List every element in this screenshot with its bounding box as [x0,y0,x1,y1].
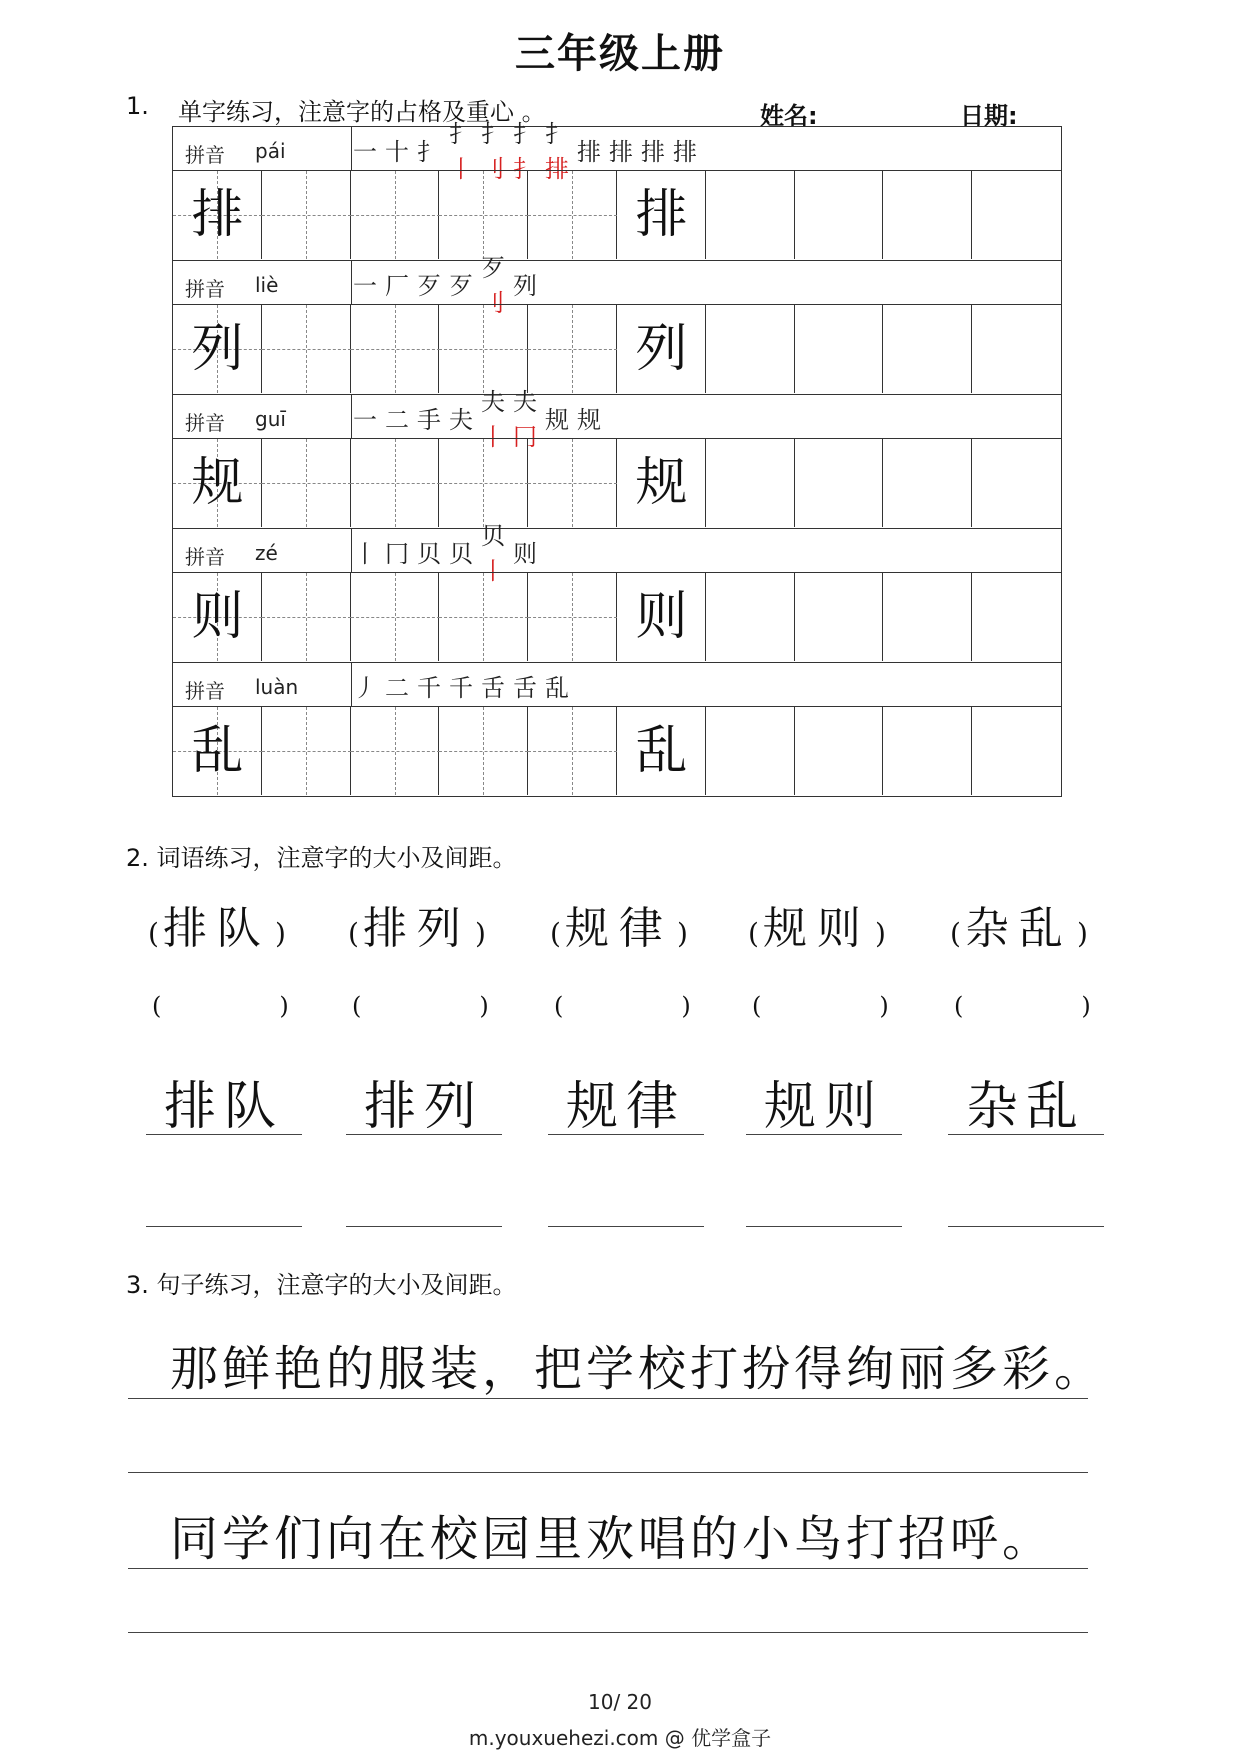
stroke-base: 二 [385,673,409,702]
stroke-step [353,668,377,703]
stroke-base: 二 [385,405,409,434]
writing-cell[interactable] [795,707,884,795]
pinyin-slot-word [748,892,886,956]
writing-cell[interactable] [706,439,795,527]
stroke-base: 千 [417,673,441,702]
stroke-step [577,132,601,167]
stroke-base: 一 [353,137,377,166]
word-text: 排列 [362,903,471,954]
stroke-base: 舌 [481,673,505,702]
writing-cells [172,706,1062,796]
pinyin-slot-word [950,892,1088,956]
paren-open: ( [950,917,961,950]
writing-cell[interactable] [262,439,351,527]
stroke-base: 扌 [513,120,537,148]
word-write-line[interactable] [146,1226,302,1227]
writing-cell[interactable] [795,573,884,661]
stroke-step [545,400,569,435]
writing-cell[interactable] [262,573,351,661]
stroke-step [449,266,473,301]
pinyin-band [172,254,1062,317]
char-row [172,522,1064,662]
stroke-base: 排 [577,137,601,166]
stroke-new: 丨 [449,155,473,183]
stroke-base: 扌 [449,120,473,148]
stroke-step [673,132,697,167]
writing-cell[interactable] [883,573,972,661]
writing-cells [172,572,1062,662]
writing-cell[interactable] [262,707,351,795]
pinyin-blank[interactable] [352,992,489,1020]
stroke-step [481,668,505,703]
writing-cell[interactable] [351,573,440,661]
stroke-new: 冂 [513,423,537,451]
stroke-new: 丨 [481,423,505,451]
word-underline [346,1134,502,1135]
stroke-step [513,668,537,703]
writing-cell[interactable] [351,707,440,795]
stroke-step [353,132,377,167]
stroke-base: 歹 [417,271,441,300]
paren-close: ) [879,992,889,1020]
stroke-step [385,534,409,569]
model-word: 规则 [763,1077,884,1137]
writing-cell[interactable] [173,171,262,259]
stroke-order [353,120,697,183]
writing-cell[interactable] [351,171,440,259]
writing-cell[interactable] [262,171,351,259]
stroke-step [385,266,409,301]
pinyin-divider [351,261,352,305]
writing-cell[interactable] [617,305,706,393]
model-character: 排 [191,185,244,245]
stroke-new: 刂 [481,289,505,317]
sentence-underline [128,1568,1088,1569]
grid-bottom-border [172,796,1062,797]
model-character: 规 [635,453,688,513]
pinyin-label: 拼音 [185,411,225,435]
word-underline [548,1134,704,1135]
char-row [172,254,1064,394]
word-write-line[interactable] [346,1226,502,1227]
writing-cell[interactable] [795,171,884,259]
paren-open: ( [148,917,159,950]
paren-close: ) [681,992,691,1020]
paren-close: ) [279,992,289,1020]
name-label: 姓名: [760,102,818,130]
writing-cells [172,438,1062,528]
stroke-base: 规 [577,405,601,434]
stroke-base: 排 [609,137,633,166]
stroke-step [577,400,601,435]
word-write-line[interactable] [548,1226,704,1227]
model-character: 乱 [635,721,688,781]
model-character: 规 [191,453,244,513]
stroke-base: 丨 [353,539,377,568]
paren-open: ( [554,992,564,1020]
date-label: 日期: [960,102,1018,130]
pinyin-divider [351,127,352,171]
writing-cell[interactable] [528,573,617,661]
model-character: 列 [635,319,688,379]
pinyin-slot-word [348,892,486,956]
page-number: 10/ 20 [588,1690,652,1714]
stroke-step [449,400,473,435]
model-character: 列 [191,319,244,379]
model-character: 则 [635,587,688,647]
stroke-new: 排 [545,155,569,183]
stroke-base: 歹 [481,254,505,282]
stroke-new: 丨 [481,557,505,585]
paren-open: ( [748,917,759,950]
stroke-base: 则 [513,539,537,568]
model-word: 排列 [363,1077,484,1137]
writing-cells [172,304,1062,394]
section2-title: 2. 词语练习，注意字的大小及间距。 [126,844,517,872]
pinyin-value: zé [255,541,278,565]
stroke-step [353,400,377,435]
writing-cell[interactable] [883,305,972,393]
writing-cell[interactable] [972,707,1061,795]
char-row [172,662,1064,796]
stroke-base: 乱 [545,673,569,702]
stroke-base: 规 [545,405,569,434]
stroke-base: 丿 [353,673,377,702]
writing-cell[interactable] [617,439,706,527]
writing-cell[interactable] [439,573,528,661]
stroke-base: 列 [513,271,537,300]
writing-cell[interactable] [528,439,617,527]
section1-instruction: 单字练习，注意字的占格及重心 。 [178,98,546,126]
stroke-step [417,400,441,435]
stroke-base: 夫 [481,388,505,416]
stroke-base: 贝 [417,539,441,568]
pinyin-band [172,120,1062,183]
character-practice-grid [172,120,1064,796]
word-write-line[interactable] [746,1226,902,1227]
pinyin-slot-word [148,892,286,956]
model-word: 排队 [163,1077,284,1137]
paren-close: ) [479,992,489,1020]
writing-cell[interactable] [972,305,1061,393]
char-row [172,120,1064,260]
pinyin-blank[interactable] [554,992,691,1020]
paren-close: ) [274,917,286,950]
model-character: 排 [635,185,688,245]
stroke-order [353,388,601,451]
model-character: 乱 [191,721,244,781]
model-word: 规律 [565,1077,686,1137]
paren-close: ) [676,917,688,950]
stroke-step [545,668,569,703]
writing-cell[interactable] [972,171,1061,259]
word-underline [746,1134,902,1135]
pinyin-band [172,388,1062,451]
stroke-step [449,534,473,569]
word-text: 规律 [564,903,673,954]
stroke-step [353,266,377,301]
writing-cell[interactable] [351,305,440,393]
stroke-base: 贝 [449,539,473,568]
stroke-base: 一 [353,405,377,434]
stroke-step [417,668,441,703]
stroke-base: 歹 [449,271,473,300]
writing-cell[interactable] [351,439,440,527]
pinyin-value: pái [255,139,286,163]
paren-close: ) [474,917,486,950]
pinyin-label: 拼音 [185,277,225,301]
pinyin-band [172,662,1062,706]
paren-open: ( [752,992,762,1020]
writing-cell[interactable] [617,707,706,795]
pinyin-blank[interactable] [752,992,889,1020]
stroke-order [353,668,569,702]
pinyin-value: liè [255,273,279,297]
writing-cell[interactable] [617,573,706,661]
writing-cell[interactable] [972,439,1061,527]
stroke-base: 扌 [417,137,441,166]
pinyin-divider [351,663,352,707]
paren-close: ) [874,917,886,950]
writing-cells [172,170,1062,260]
paren-close: ) [1076,917,1088,950]
word-text: 规则 [762,903,871,954]
paren-open: ( [550,917,561,950]
section3-title: 3. 句子练习，注意字的大小及间距。 [126,1271,517,1299]
model-sentence: 那鲜艳的服装，把学校打扮得绚丽多彩。 [170,1341,1107,1397]
stroke-base: 扌 [481,120,505,148]
writing-cell[interactable] [706,707,795,795]
writing-cell[interactable] [795,439,884,527]
stroke-new: 刂 [481,155,505,183]
paren-open: ( [152,992,162,1020]
word-text: 杂乱 [964,903,1073,954]
sentence-write-line[interactable] [128,1472,1088,1473]
pinyin-label: 拼音 [185,679,225,703]
paren-close: ) [1081,992,1091,1020]
char-row [172,388,1064,528]
writing-cell[interactable] [706,573,795,661]
page-title: 三年级上册 [515,31,725,77]
word-text: 排队 [162,903,271,954]
writing-cell[interactable] [706,171,795,259]
writing-cell[interactable] [528,305,617,393]
stroke-base: 扌 [545,120,569,148]
writing-cell[interactable] [617,171,706,259]
stroke-step [385,400,409,435]
writing-cell[interactable] [972,573,1061,661]
stroke-base: 一 [353,271,377,300]
stroke-step [385,668,409,703]
stroke-base: 十 [385,137,409,166]
stroke-step [449,668,473,703]
pinyin-label: 拼音 [185,545,225,569]
sentence-underline [128,1398,1088,1399]
pinyin-blank[interactable] [152,992,289,1020]
writing-cell[interactable] [173,573,262,661]
writing-cell[interactable] [173,305,262,393]
writing-cell[interactable] [706,305,795,393]
stroke-new: 扌 [513,155,537,183]
section1-number: 1. [126,92,149,120]
stroke-step [385,132,409,167]
pinyin-band [172,522,1062,585]
writing-cell[interactable] [528,707,617,795]
stroke-step [417,132,441,167]
pinyin-divider [351,529,352,573]
stroke-step [353,534,377,569]
pinyin-blank[interactable] [954,992,1091,1020]
paren-open: ( [348,917,359,950]
site-footer: m.youxuehezi.com @ 优学盒子 [468,1726,772,1750]
stroke-step [513,534,537,569]
stroke-base: 贝 [481,522,505,550]
writing-cell[interactable] [439,171,528,259]
pinyin-label: 拼音 [185,143,225,167]
stroke-step [417,534,441,569]
writing-cell[interactable] [883,171,972,259]
writing-cell[interactable] [439,305,528,393]
stroke-base: 舌 [513,673,537,702]
stroke-base: 排 [641,137,665,166]
stroke-base: 夫 [449,405,473,434]
writing-cell[interactable] [173,439,262,527]
stroke-base: 冂 [385,539,409,568]
word-underline [948,1134,1104,1135]
stroke-step [417,266,441,301]
stroke-step [609,132,633,167]
stroke-base: 千 [449,673,473,702]
word-write-line[interactable] [948,1226,1104,1227]
model-word: 杂乱 [965,1077,1086,1137]
writing-cell[interactable] [883,439,972,527]
stroke-base: 排 [673,137,697,166]
stroke-step [513,266,537,301]
stroke-step [641,132,665,167]
writing-cell[interactable] [262,305,351,393]
paren-open: ( [352,992,362,1020]
writing-cell[interactable] [528,171,617,259]
writing-cell[interactable] [173,707,262,795]
model-character: 则 [191,587,244,647]
pinyin-value: luàn [255,675,299,699]
writing-cell[interactable] [439,439,528,527]
pinyin-slot-word [550,892,688,956]
pinyin-value: guī [255,407,286,431]
paren-open: ( [954,992,964,1020]
stroke-order [353,254,537,317]
stroke-base: 夫 [513,388,537,416]
pinyin-divider [351,395,352,439]
model-sentence: 同学们向在校园里欢唱的小鸟打招呼。 [170,1511,1055,1567]
writing-cell[interactable] [795,305,884,393]
stroke-base: 厂 [385,271,409,300]
writing-cell[interactable] [439,707,528,795]
word-underline [146,1134,302,1135]
stroke-base: 手 [417,405,441,434]
writing-cell[interactable] [883,707,972,795]
stroke-order [353,522,537,585]
sentence-write-line[interactable] [128,1632,1088,1633]
